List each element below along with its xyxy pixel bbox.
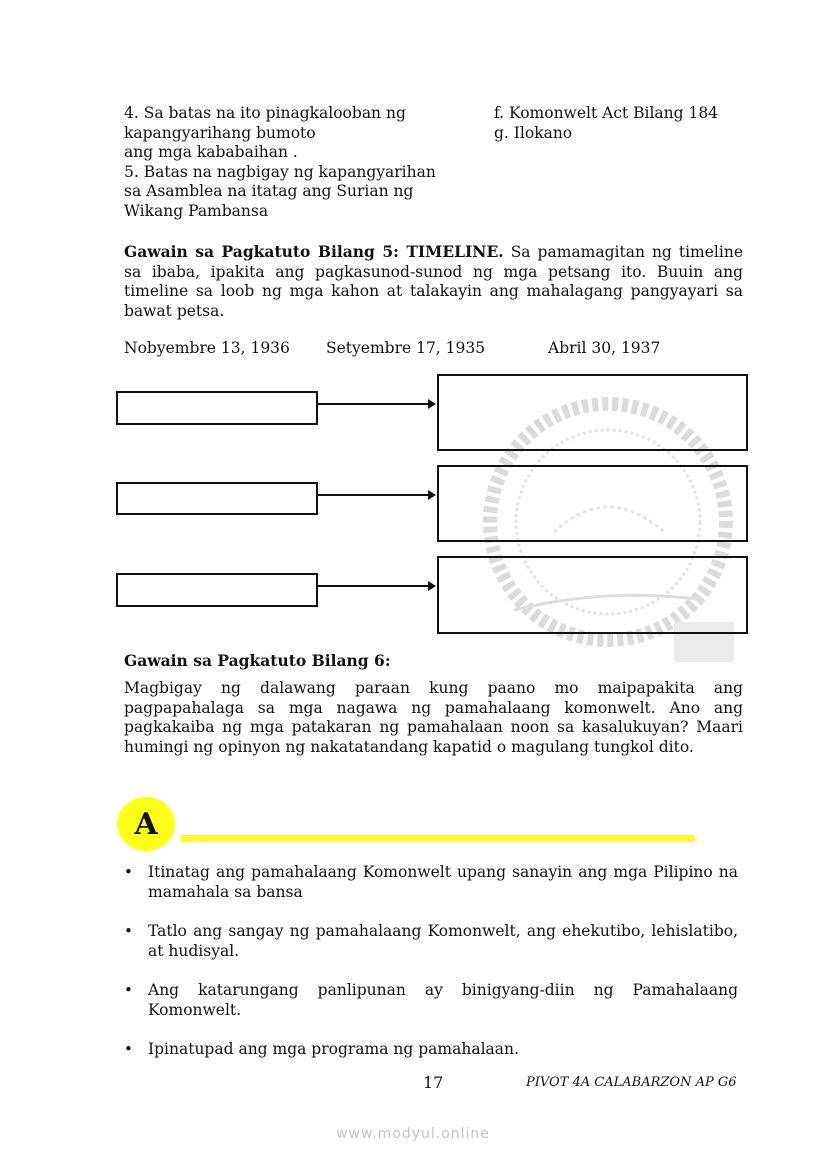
matching-line: ang mga kababaihan . (124, 143, 298, 161)
bullet-icon: • (124, 1040, 133, 1058)
section-a-badge (117, 797, 175, 851)
section-a-letter: A (134, 806, 158, 842)
matching-line: sa Asamblea na itatag ang Surian ng (124, 182, 414, 200)
bullet-text: Tatlo ang sangay ng pamahalaang Komonwelt, ang ehekutibo, lehislatibo, at hudisyal. (148, 922, 738, 960)
gawain6-heading: Gawain sa Pagkatuto Bilang 6: (124, 651, 391, 670)
matching-line: kapangyarihang bumoto (124, 123, 316, 142)
matching-left-column (124, 104, 484, 221)
timeline-date-box-2[interactable] (116, 482, 318, 515)
matching-line: 4. Sa batas na ito pinagkalooban ng (124, 104, 406, 122)
gawain6-body: Magbigay ng dalawang paraan kung paano mo maipapakita ang pagpapahalaga sa mga nagawa ng pamahalaang komonwelt. Ano ang pagkakaiba ng mga patakaran ng pamahalaan noon sa kasalukuyan? Maari humingi ng opinyon ng nakatatandang kapatid o magulang tungkol dito. (124, 679, 743, 756)
gawain5-paragraph (124, 242, 743, 321)
timeline-event-box-3[interactable] (437, 556, 748, 634)
bullet-icon: • (124, 922, 133, 940)
matching-choice: f. Komonwelt Act Bilang 184 (494, 104, 719, 122)
timeline-event-box-2[interactable] (437, 465, 748, 542)
timeline-date: Abril 30, 1937 (548, 339, 661, 357)
gawain5-heading: Gawain sa Pagkatuto Bilang 5: TIMELINE. (124, 242, 504, 261)
bullet-text: Ang katarungang panlipunan ay binigyang-diin ng Pamahalaang Komonwelt. (148, 981, 738, 1019)
matching-line: Wikang Pambansa (124, 201, 269, 220)
timeline-arrow-1 (318, 403, 434, 405)
timeline-date: Setyembre 17, 1935 (326, 339, 486, 357)
answer-underline (181, 835, 695, 842)
site-watermark: www.modyul.online (336, 1126, 490, 1142)
timeline-date: Nobyembre 13, 1936 (124, 339, 290, 357)
series-label: PIVOT 4A CALABARZON AP G6 (526, 1075, 737, 1090)
matching-right-column (494, 104, 754, 143)
bullet-text: Itinatag ang pamahalaang Komonwelt upang sanayin ang mga Pilipino na mamahala sa bansa (148, 863, 738, 901)
timeline-arrow-2 (318, 494, 434, 496)
matching-choice: g. Ilokano (494, 123, 573, 142)
matching-line: 5. Batas na nagbigay ng kapangyarihan (124, 162, 436, 181)
page-number: 17 (423, 1073, 444, 1092)
timeline-event-box-1[interactable] (437, 374, 748, 451)
timeline-date-box-1[interactable] (116, 391, 318, 425)
timeline-date-box-3[interactable] (116, 573, 318, 607)
bullet-icon: • (124, 863, 133, 881)
timeline-arrow-3 (318, 585, 434, 587)
bullet-icon: • (124, 981, 133, 999)
bullet-text: Ipinatupad ang mga programa ng pamahalaan. (148, 1040, 519, 1058)
gawain5-body: Sa pamamagitan ng timeline sa ibaba, ipakita ang pagkasunod-sunod ng mga petsang ito. Buuin ang timeline sa loob ng mga kahon at talakayin ang mahalagang pangyayari sa bawat petsa. (124, 243, 743, 320)
